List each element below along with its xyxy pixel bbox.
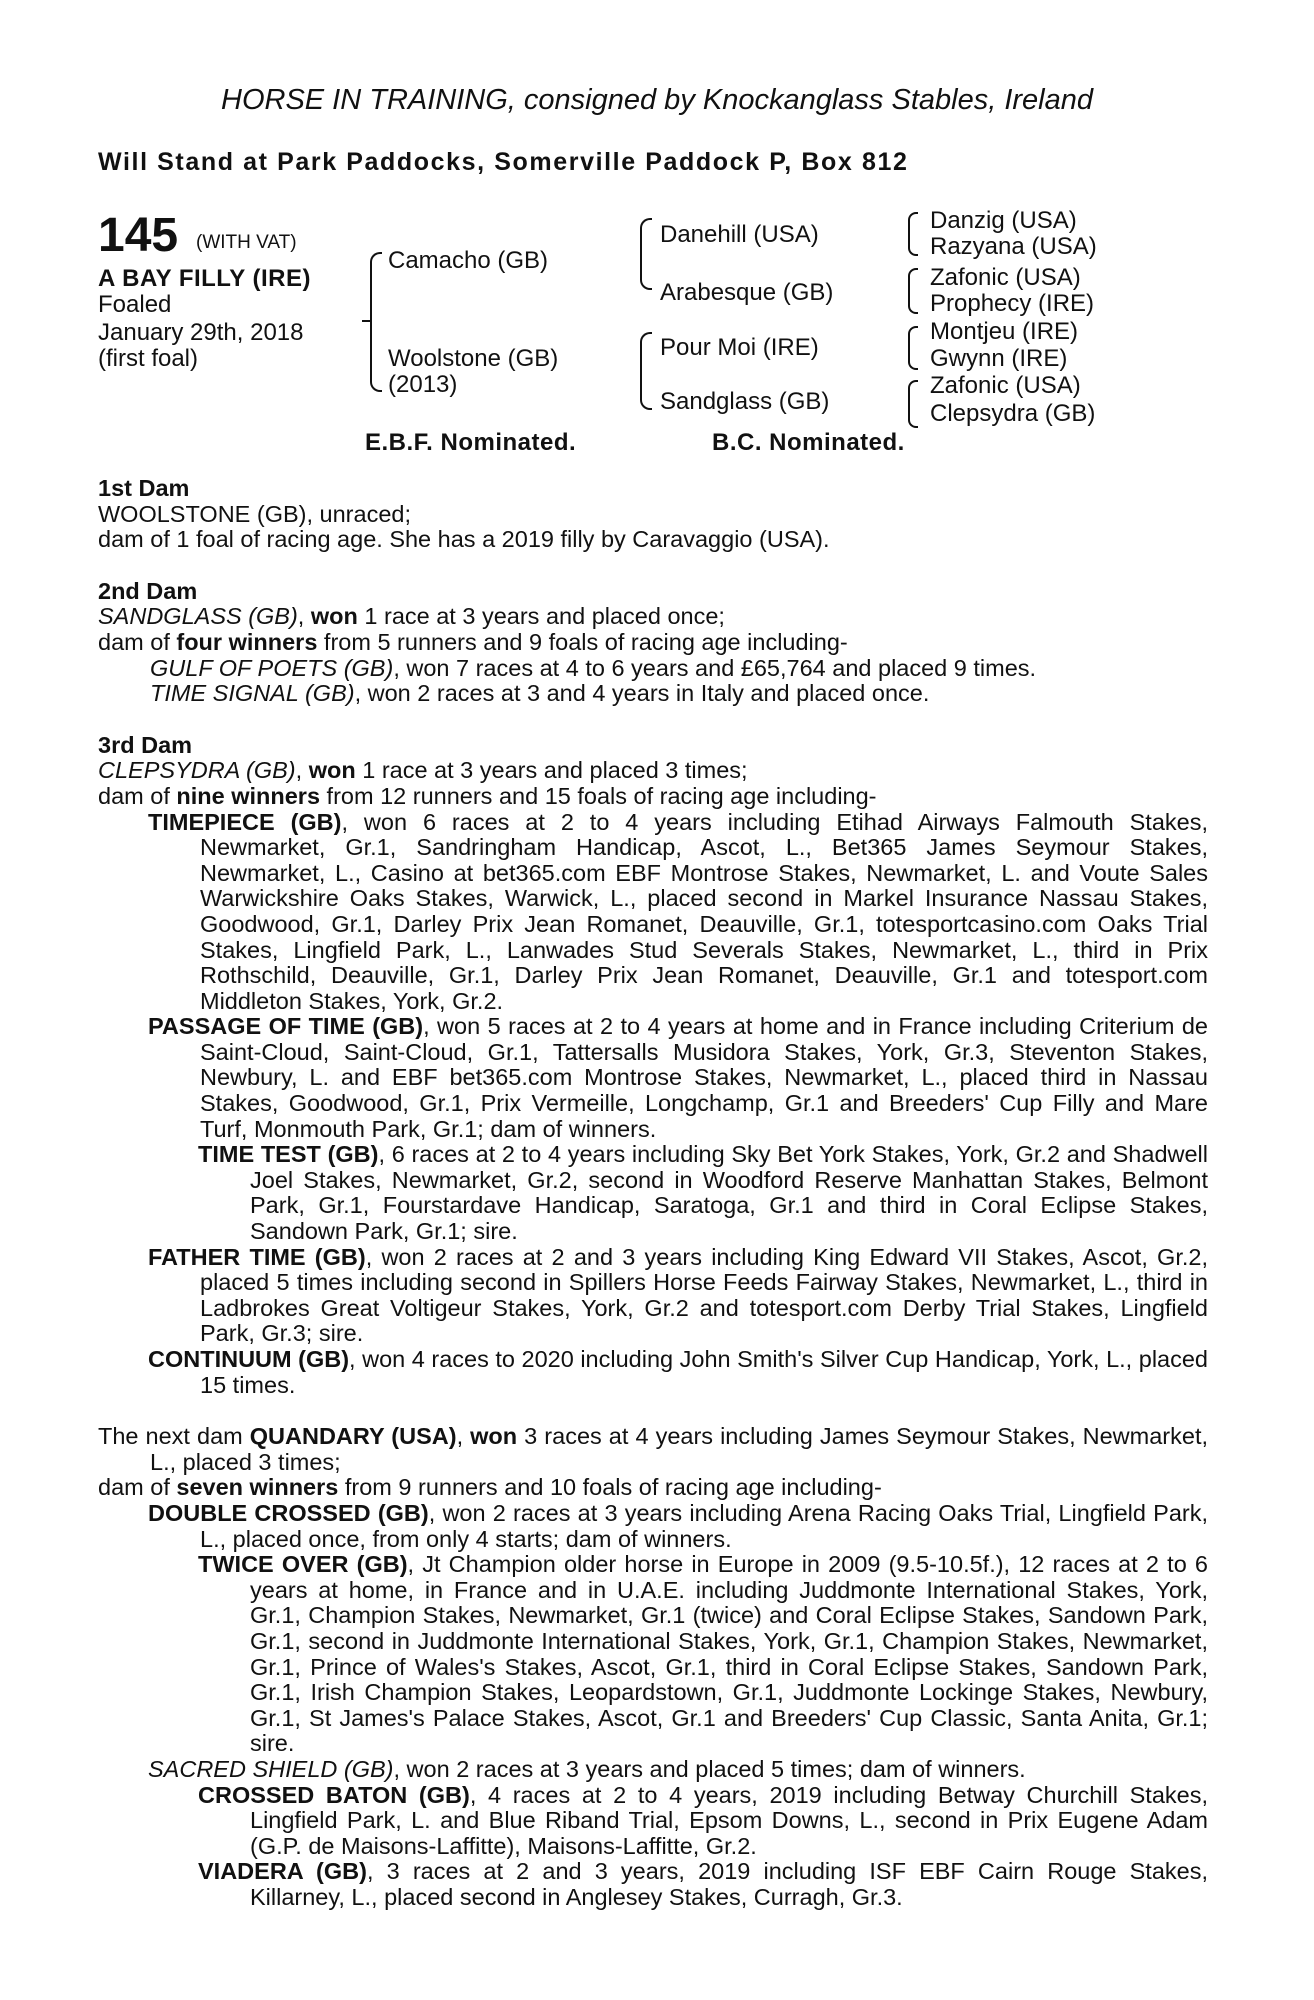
next-dam-record-text: 3 races at 4 years including James Seymour Stakes, Newmarket, L., placed 3 times; (150, 1423, 1208, 1475)
offspring-name: PASSAGE OF TIME (GB) (148, 1013, 424, 1040)
offspring-name: FATHER TIME (GB) (148, 1243, 366, 1270)
offspring-entry (98, 681, 1208, 707)
grandparent-2: Razyana (USA) (930, 233, 1097, 260)
offspring-name: SACRED SHIELD (GB) (148, 1755, 394, 1782)
third-dam-name: CLEPSYDRA (GB) (98, 757, 296, 784)
offspring-text: , 3 races at 2 and 3 years, 2019 including ISF EBF Cairn Rouge Stakes, Killarney, L., placed second in Anglesey Stakes, Curragh, Gr.3. (250, 1858, 1208, 1910)
grandparent-5: Montjeu (IRE) (930, 318, 1079, 345)
grand-offspring-entry (98, 1142, 1208, 1244)
third-dam-record: CLEPSYDRA (GB), won 1 race at 3 years and placed 3 times; (98, 757, 748, 784)
offspring-name: GULF OF POETS (GB) (150, 654, 394, 681)
third-dam-record-text: 1 race at 3 years and placed 3 times; (355, 757, 748, 784)
grandparent-4: Prophecy (IRE) (930, 290, 1095, 317)
ebf-nominated: E.B.F. Nominated. (365, 429, 577, 456)
first-dam-line2: dam of 1 foal of racing age. She has a 2019 filly by Caravaggio (USA). (98, 526, 830, 553)
grandparent-1: Danzig (USA) (930, 207, 1077, 234)
won-label: won (310, 603, 358, 630)
bc-nominated: B.C. Nominated. (712, 429, 905, 456)
vat-note: (WITH VAT) (196, 232, 297, 253)
winners-count: four winners (176, 628, 318, 655)
offspring-name: TIME TEST (GB) (198, 1141, 379, 1168)
offspring-text: , Jt Champion older horse in Europe in 2009 (9.5-10.5f.), 12 races at 2 to 6 years at home, in France and in U.A.E. including Juddmonte International Stakes, York, Gr.1, Champion Stakes, Newmarket, Gr.1 (twice) and Coral Eclipse Stakes, Sandown Park, Gr.1, second in Juddmonte International Stakes, York, Gr.1, Champion Stakes, Newmarket, Gr.1, Prince of Wales's Stakes, Ascot, Gr.1, third in Coral Eclipse Stakes, Sandown Park, Gr.1, Irish Champion Stakes, Leopardstown, Gr.1, Juddmonte Lockinge Stakes, Newbury, Gr.1, St James's Palace Stakes, Ascot, Gr.1 and Breeders' Cup Classic, Santa Anita, Gr.1; sire. (250, 1551, 1208, 1757)
grandparent-6: Gwynn (IRE) (930, 345, 1068, 372)
offspring-entry (98, 1347, 1208, 1398)
offspring-name: VIADERA (GB) (198, 1858, 367, 1885)
offspring-name: CROSSED BATON (GB) (198, 1781, 470, 1808)
dam-of-label: dam of (98, 1474, 177, 1501)
first-dam-line1: WOOLSTONE (GB), unraced; (98, 500, 411, 527)
winners-count: nine winners (176, 782, 321, 809)
offspring-name: TIMEPIECE (GB) (148, 808, 342, 835)
next-dam-produce (98, 1475, 1208, 1501)
g-bracket-1 (908, 212, 918, 256)
offspring-entry (98, 1501, 1208, 1552)
winners-count: seven winners (176, 1474, 339, 1501)
grandparent-7: Zafonic (USA) (930, 372, 1081, 399)
dam-of-label: dam of (98, 782, 177, 809)
offspring-entry (98, 1014, 1208, 1142)
second-dam-produce (98, 630, 1208, 656)
sire-sire: Danehill (USA) (660, 221, 819, 248)
offspring-text: , won 2 races at 3 and 4 years in Italy and placed once. (354, 680, 930, 707)
grand-offspring-entry (98, 1783, 1208, 1860)
offspring-entry (98, 656, 1208, 682)
lot-number: 145 (98, 209, 179, 262)
bracket-tick (362, 320, 370, 322)
offspring-name: TIME SIGNAL (GB) (150, 680, 355, 707)
offspring-name: DOUBLE CROSSED (GB) (148, 1499, 429, 1526)
second-dam-name: SANDGLASS (GB) (98, 603, 298, 630)
horse-name: A BAY FILLY (IRE) (98, 265, 311, 292)
dam-dam: Sandglass (GB) (660, 388, 830, 415)
won-label: won (308, 757, 356, 784)
dam-line-bracket (640, 332, 652, 410)
dam: Woolstone (GB) (388, 345, 559, 372)
produce-text: from 5 runners and 9 foals of racing age including- (317, 628, 848, 655)
offspring-text: , won 6 races at 2 to 4 years including Etihad Airways Falmouth Stakes, Newmarket, Gr.1, Sandringham Handicap, Ascot, L., Bet365 James Seymour Stakes, Newmarket, L., Casino at bet365.com EBF Montrose Stakes, Newmarket, L. and Voute Sales Warwickshire Oaks Stakes, Warwick, L., placed second in Markel Insurance Nassau Stakes, Goodwood, Gr.1, Darley Prix Jean Romanet, Deauville, Gr.1, totesportcasino.com Oaks Trial Stakes, Lingfield Park, L., Lanwades Stud Severals Stakes, Newmarket, L., third in Prix Rothschild, Deauville, Gr.1, Darley Prix Jean Romanet, Deauville, Gr.1 and totesport.com Middleton Stakes, York, Gr.2. (200, 808, 1209, 1014)
next-dam-label: The next dam (98, 1423, 250, 1450)
second-dam-record-text: 1 race at 3 years and placed once; (357, 603, 725, 630)
foaled-label: Foaled (98, 291, 172, 318)
offspring-text: , won 2 races at 2 and 3 years including King Edward VII Stakes, Ascot, Gr.2, placed 5 times including second in Spillers Horse Feeds Fairway Stakes, Newmarket, L., third in Ladbrokes Great Voltigeur Stakes, York, Gr.2 and totesport.com Derby Trial Stakes, Lingfield Park, Gr.3; sire. (200, 1243, 1208, 1347)
third-dam-heading: 3rd Dam (98, 731, 193, 758)
offspring-text: , won 2 races at 3 years including Arena Racing Oaks Trial, Lingfield Park, L., placed once, from only 4 starts; dam of winners. (200, 1499, 1208, 1552)
first-dam-heading: 1st Dam (98, 475, 190, 501)
second-dam-heading: 2nd Dam (98, 577, 198, 604)
offspring-text: , won 4 races to 2020 including John Smith's Silver Cup Handicap, York, L., placed 15 times. (200, 1346, 1208, 1398)
dam-year: (2013) (388, 371, 458, 398)
second-dam-record: SANDGLASS (GB), won 1 race at 3 years and placed once; (98, 603, 725, 630)
next-dam-record: The next dam QUANDARY (USA), won 3 races at 4 years including James Seymour Stakes, Newmarket, L., placed 3 times; (98, 1423, 1208, 1475)
offspring-text: , 4 races at 2 to 4 years, 2019 including Betway Churchill Stakes, Lingfield Park, L. and Blue Riband Trial, Epsom Downs, L., second in Prix Eugene Adam (G.P. de Maisons-Laffitte), Maisons-Laffitte, Gr.2. (250, 1781, 1208, 1859)
page-title: HORSE IN TRAINING, consigned by Knockanglass Stables, Ireland (221, 84, 1093, 116)
first-foal-note: (first foal) (98, 345, 199, 372)
third-dam-produce (98, 784, 1208, 810)
foaled-date: January 29th, 2018 (98, 319, 304, 346)
offspring-entry (98, 1757, 1208, 1783)
offspring-entry (98, 1245, 1208, 1347)
offspring-name: TWICE OVER (GB) (198, 1551, 408, 1578)
g-bracket-3 (908, 326, 918, 370)
offspring-text: , won 2 races at 3 years and placed 5 times; dam of winners. (393, 1755, 1026, 1782)
g-bracket-4 (908, 380, 918, 428)
dam-of-label: dam of (98, 628, 177, 655)
dam-sire: Pour Moi (IRE) (660, 334, 819, 361)
catalogue-body (98, 476, 1208, 1910)
sire-dam: Arabesque (GB) (660, 279, 834, 306)
offspring-name: CONTINUUM (GB) (148, 1346, 350, 1372)
offspring-entry (98, 810, 1208, 1015)
won-label: won (470, 1423, 518, 1450)
produce-text: from 12 runners and 15 foals of racing age including- (320, 782, 877, 809)
next-dam-name: QUANDARY (USA) (249, 1423, 457, 1450)
sire: Camacho (GB) (388, 247, 549, 274)
g-bracket-2 (908, 268, 918, 314)
offspring-text: , won 7 races at 4 to 6 years and £65,764 and placed 9 times. (393, 654, 1037, 681)
produce-text: from 9 runners and 10 foals of racing age including- (338, 1474, 882, 1501)
grand-offspring-entry (98, 1859, 1208, 1910)
offspring-text: , 6 races at 2 to 4 years including Sky Bet York Stakes, York, Gr.2 and Shadwell Joel Stakes, Newmarket, Gr.2, second in Woodford Reserve Manhattan Stakes, Belmont Park, Gr.1, Fourstardave Handicap, Saratoga, Gr.1 and third in Coral Eclipse Stakes, Sandown Park, Gr.1; sire. (250, 1141, 1208, 1245)
sire-dam-bracket (370, 252, 382, 392)
grand-offspring-entry (98, 1552, 1208, 1757)
grandparent-8: Clepsydra (GB) (930, 400, 1096, 427)
sire-line-bracket (640, 218, 652, 290)
grandparent-3: Zafonic (USA) (930, 264, 1081, 291)
offspring-text: , won 5 races at 2 to 4 years at home and in France including Criterium de Saint-Cloud, Saint-Cloud, Gr.1, Tattersalls Musidora Stakes, York, Gr.3, Steventon Stakes, Newbury, L. and EBF bet365.com Montrose Stakes, Newmarket, L., placed third in Nassau Stakes, Goodwood, Gr.1, Prix Vermeille, Longchamp, Gr.1 and Breeders' Cup Filly and Mare Turf, Monmouth Park, Gr.1; dam of winners. (200, 1013, 1209, 1142)
venue-line: Will Stand at Park Paddocks, Somerville Paddock P, Box 812 (98, 148, 909, 176)
